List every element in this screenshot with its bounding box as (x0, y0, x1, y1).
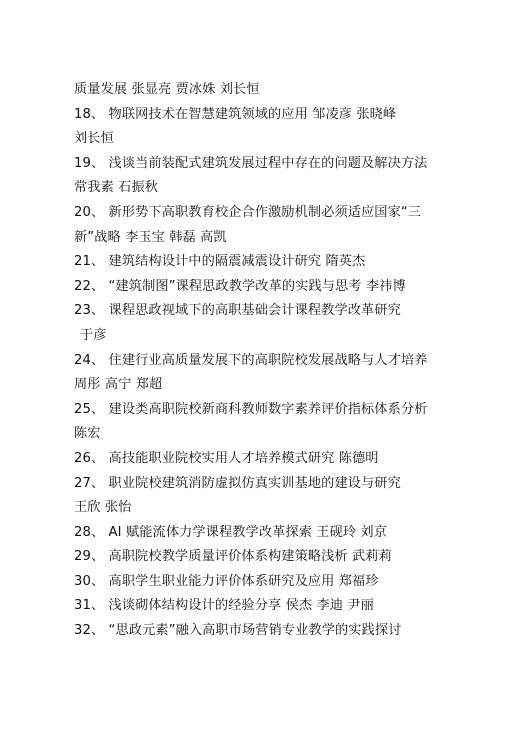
list-line: 21、 建筑结构设计中的隔震减震设计研究 隋英杰 (74, 254, 366, 270)
list-line: 刘长恒 (74, 131, 114, 147)
list-line: 29、 高职院校教学质量评价体系构建策略浅析 武莉莉 (74, 549, 392, 565)
list-line: 32、 “思政元素”融入高职市场营销专业教学的实践探讨 (74, 623, 402, 639)
list-line: 新”战略 李玉宝 韩磊 高凯 (74, 229, 227, 245)
list-line: 周彤 高宁 郑超 (74, 377, 163, 393)
list-line: 22、 “建筑制图”课程思政教学改革的实践与思考 李祎博 (74, 278, 406, 294)
list-line: 23、 课程思政视域下的高职基础会计课程教学改革研究 (74, 303, 401, 319)
list-line: 于彦 (80, 327, 107, 343)
list-line: 24、 住建行业高质量发展下的高职院校发展战略与人才培养 (74, 352, 428, 368)
list-line: 常我素 石振秋 (74, 180, 159, 196)
list-line: 27、 职业院校建筑消防虚拟仿真实训基地的建设与研究 (74, 475, 401, 491)
list-line: 25、 建设类高职院校新商科教师数字素养评价指标体系分析 (74, 401, 428, 417)
list-line: 19、 浅谈当前装配式建筑发展过程中存在的问题及解决方法 (74, 155, 428, 171)
reference-list (74, 78, 458, 644)
list-line: 陈宏 (74, 426, 101, 442)
list-line: 王欣 张怡 (74, 500, 132, 516)
list-line: 18、 物联网技术在智慧建筑领域的应用 邹凌彦 张晓峰 (74, 106, 397, 122)
list-line: 26、 高技能职业院校实用人才培养模式研究 陈德明 (74, 450, 379, 466)
list-line: 28、 AI 赋能流体力学课程教学改革探索 王砚玲 刘京 (74, 524, 388, 540)
list-line: 30、 高职学生职业能力评价体系研究及应用 郑福珍 (74, 573, 379, 589)
list-line: 质量发展 张显亮 贾冰姝 刘长恒 (74, 82, 260, 97)
list-line: 31、 浅谈砌体结构设计的经验分享 侯杰 李迪 尹丽 (74, 598, 374, 614)
list-line: 20、 新形势下高职教育校企合作激励机制必须适应国家“三 (74, 204, 422, 220)
